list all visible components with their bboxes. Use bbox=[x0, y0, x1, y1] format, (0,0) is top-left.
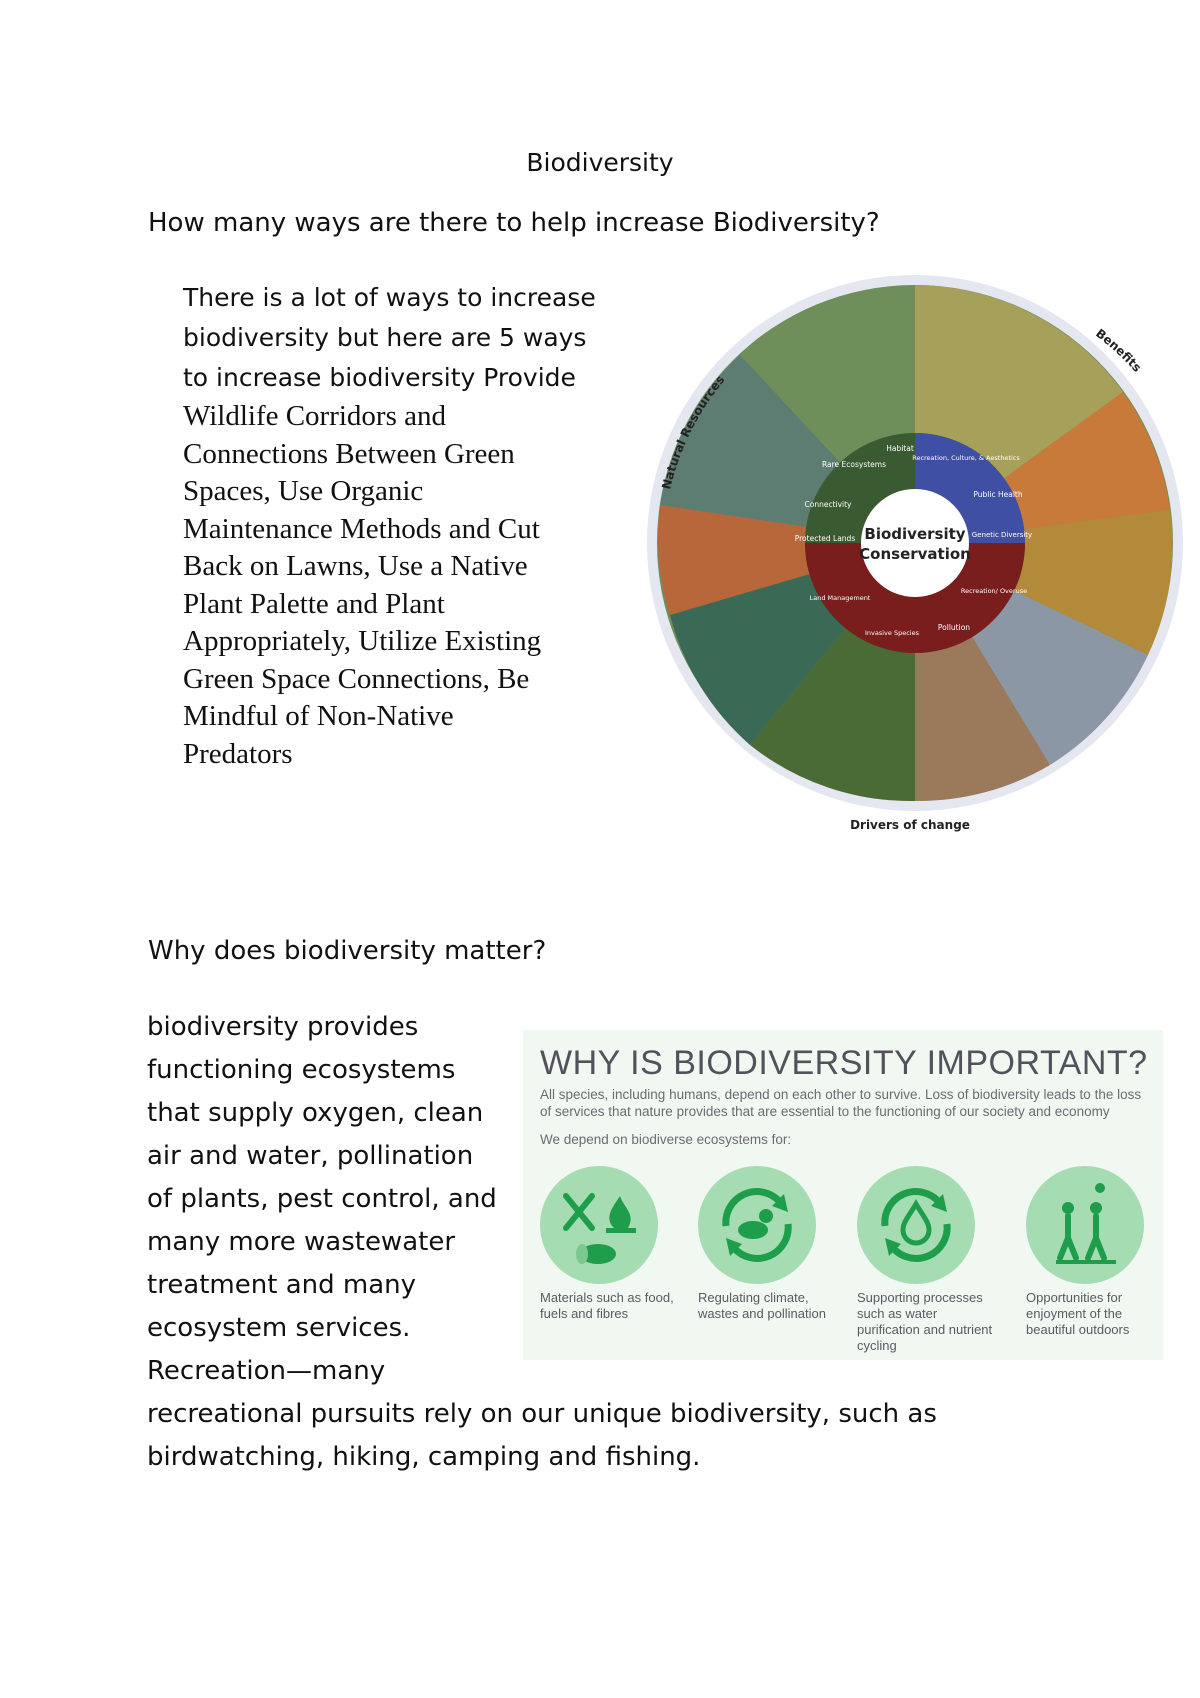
card-label-supporting: Supporting processes such as water purification and nutrient cycling bbox=[857, 1290, 993, 1353]
question-heading-2: Why does biodiversity matter? bbox=[148, 936, 547, 966]
answer1-line: Back on Lawns, Use a Native bbox=[183, 550, 528, 582]
answer1-line: Mindful of Non-Native bbox=[183, 700, 454, 732]
segment-label-recreation-overuse: Recreation/ Overuse bbox=[960, 587, 1028, 595]
segment-label-invasive-species: Invasive Species bbox=[865, 629, 919, 637]
water-drop-cycle-icon bbox=[857, 1166, 975, 1284]
question-heading-1: How many ways are there to help increase Biodiversity? bbox=[148, 208, 880, 238]
answer1-line: Wildlife Corridors and bbox=[183, 400, 446, 432]
answer2-line: birdwatching, hiking, camping and fishing. bbox=[147, 1442, 701, 1472]
segment-label-public-health: Public Health bbox=[973, 490, 1023, 499]
infographic-subtitle: We depend on biodiverse ecosystems for: bbox=[540, 1132, 792, 1147]
segment-label-connectivity: Connectivity bbox=[804, 500, 852, 509]
segment-label-rare-ecosystems: Rare Ecosystems bbox=[821, 460, 887, 469]
document-title: Biodiversity bbox=[526, 148, 674, 177]
outer-label-natural-resources: Natural Resources bbox=[659, 372, 728, 491]
infographic-title: WHY IS BIODIVERSITY IMPORTANT? bbox=[540, 1044, 1148, 1082]
answer2-line: recreational pursuits rely on our unique biodiversity, such as bbox=[147, 1399, 937, 1429]
food-fuel-icon bbox=[540, 1166, 658, 1284]
card-label-opportunities: Opportunities for enjoyment of the beautiful outdoors bbox=[1026, 1290, 1130, 1337]
answer2-line: ecosystem services. bbox=[147, 1313, 411, 1343]
answer1-line: Green Space Connections, Be bbox=[183, 662, 530, 695]
wheel-center-line1: Biodiversity bbox=[864, 525, 966, 543]
climate-cycle-icon bbox=[698, 1166, 816, 1284]
answer2-line: air and water, pollination bbox=[147, 1141, 474, 1171]
answer1-line: Maintenance Methods and Cut bbox=[183, 512, 540, 545]
importance-infographic bbox=[523, 1030, 1163, 1360]
outer-label-benefits: Benefits bbox=[1093, 326, 1145, 375]
biodiversity-wheel-figure bbox=[630, 255, 1200, 895]
answer2-line: that supply oxygen, clean bbox=[147, 1098, 484, 1128]
answer2-line: biodiversity provides bbox=[147, 1012, 419, 1042]
answer2-line: many more wastewater bbox=[147, 1227, 456, 1257]
answer-paragraph-1 bbox=[183, 278, 596, 773]
answer1-line: Appropriately, Utilize Existing bbox=[183, 625, 542, 657]
hikers-icon bbox=[1026, 1166, 1144, 1284]
answer1-line: to increase biodiversity Provide bbox=[183, 363, 576, 392]
answer1-line: Connections Between Green bbox=[183, 437, 515, 470]
segment-label-protected-lands: Protected Lands bbox=[794, 534, 856, 543]
answer2-line: of plants, pest control, and bbox=[147, 1184, 497, 1214]
card-label-materials: Materials such as food, fuels and fibres bbox=[540, 1290, 674, 1321]
segment-label-land-management: Land Management bbox=[809, 594, 871, 602]
answer1-line: There is a lot of ways to increase bbox=[183, 283, 596, 312]
wheel-center-line2: Conservation bbox=[859, 545, 971, 563]
outer-label-drivers-of-change: Drivers of change bbox=[850, 818, 970, 832]
answer1-line: Predators bbox=[183, 737, 293, 770]
wheel-svg bbox=[630, 255, 1200, 895]
wheel-center bbox=[861, 489, 969, 597]
answer2-line: functioning ecosystems bbox=[147, 1055, 456, 1085]
segment-label-pollution: Pollution bbox=[937, 623, 971, 632]
answer1-line: biodiversity but here are 5 ways bbox=[183, 323, 587, 352]
answer2-line: treatment and many bbox=[147, 1270, 417, 1300]
answer2-line: Recreation—many bbox=[147, 1356, 386, 1386]
segment-label-genetic-diversity: Genetic Diversity bbox=[971, 531, 1033, 539]
answer1-line: Plant Palette and Plant bbox=[183, 587, 445, 620]
card-label-regulating: Regulating climate, wastes and pollination bbox=[698, 1290, 826, 1321]
segment-label-habitat: Habitat bbox=[886, 444, 914, 453]
answer1-line: Spaces, Use Organic bbox=[183, 475, 424, 507]
segment-label-recreation-culture: Recreation, Culture, & Aesthetics bbox=[912, 454, 1020, 462]
infographic-description: All species, including humans, depend on each other to survive. Loss of biodiversity leads to the loss of services that nature provides that are essential to the functioning of our society and economy bbox=[540, 1087, 1142, 1119]
